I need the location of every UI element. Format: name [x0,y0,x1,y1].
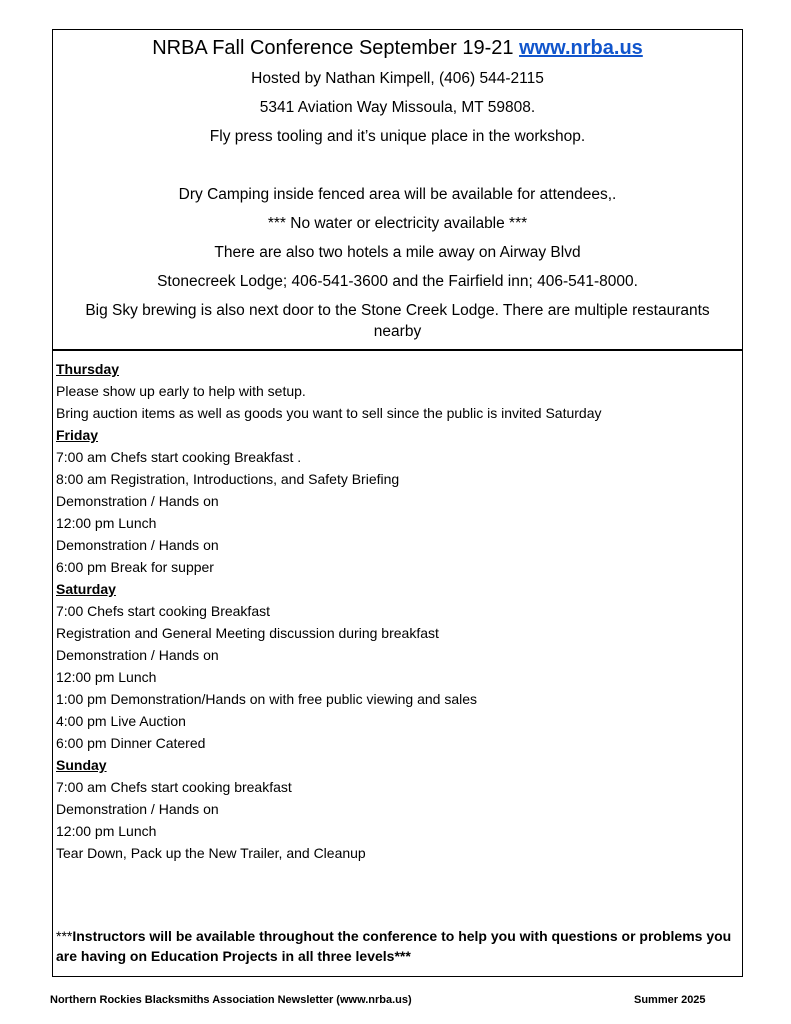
instructors-note [56,926,736,966]
schedule-item: Please show up early to help with setup. [56,383,306,399]
schedule-item: 1:00 pm Demonstration/Hands on with free public viewing and sales [56,691,478,707]
schedule-item: 7:00 am Chefs start cooking breakfast [56,779,292,795]
schedule-item: Bring auction items as well as goods you want to sell since the public is invited Saturday [56,405,602,421]
address-line: 5341 Aviation Way Missoula, MT 59808. [259,99,536,116]
schedule-item: 6:00 pm Dinner Catered [56,735,206,751]
no-water-line: *** No water or electricity available *** [267,215,528,232]
schedule-item: Demonstration / Hands on [56,537,219,553]
schedule-item: Demonstration / Hands on [56,801,219,817]
schedule-item: 12:00 pm Lunch [56,823,157,839]
day-heading: Friday [56,427,99,443]
website-link[interactable]: www.nrba.us [519,37,643,59]
footer-right: Summer 2025 [634,994,706,1006]
hotels-line: There are also two hotels a mile away on Airway Blvd [214,244,581,261]
note-prefix: *** [56,928,73,944]
schedule-item: 8:00 am Registration, Introductions, and Safety Briefing [56,471,400,487]
schedule-item: Demonstration / Hands on [56,493,219,509]
conference-title [53,36,742,60]
restaurants-line: Big Sky brewing is also next door to the Stone Creek Lodge. There are multiple restaurants nearby [85,302,710,340]
conference-header [53,30,742,351]
title-text: NRBA Fall Conference September 19-21 [152,37,514,59]
schedule-item: Tear Down, Pack up the New Trailer, and Cleanup [56,845,366,861]
camping-line: Dry Camping inside fenced area will be available for attendees,. [178,186,617,203]
schedule-item: Demonstration / Hands on [56,647,219,663]
note-text: Instructors will be available throughout the conference to help you with questions or problems you are having on Education Projects in all three levels*** [56,928,732,964]
day-heading: Sunday [56,757,107,773]
conference-box [52,29,743,977]
footer-left: Northern Rockies Blacksmiths Association Newsletter (www.nrba.us) [50,994,412,1006]
schedule-item: 6:00 pm Break for supper [56,559,214,575]
schedule-item: Registration and General Meeting discussion during breakfast [56,625,439,641]
topic-line: Fly press tooling and it’s unique place in the workshop. [209,128,586,145]
schedule-item: 7:00 Chefs start cooking Breakfast [56,603,270,619]
schedule-item: 4:00 pm Live Auction [56,713,186,729]
schedule-item: 12:00 pm Lunch [56,515,157,531]
lodging-line: Stonecreek Lodge; 406-541-3600 and the Fairfield inn; 406-541-8000. [157,273,638,290]
host-line: Hosted by Nathan Kimpell, (406) 544-2115 [251,70,544,87]
schedule-item: 7:00 am Chefs start cooking Breakfast . [56,449,302,465]
day-heading: Saturday [56,581,116,597]
day-heading: Thursday [56,361,120,377]
schedule-item: 12:00 pm Lunch [56,669,157,685]
